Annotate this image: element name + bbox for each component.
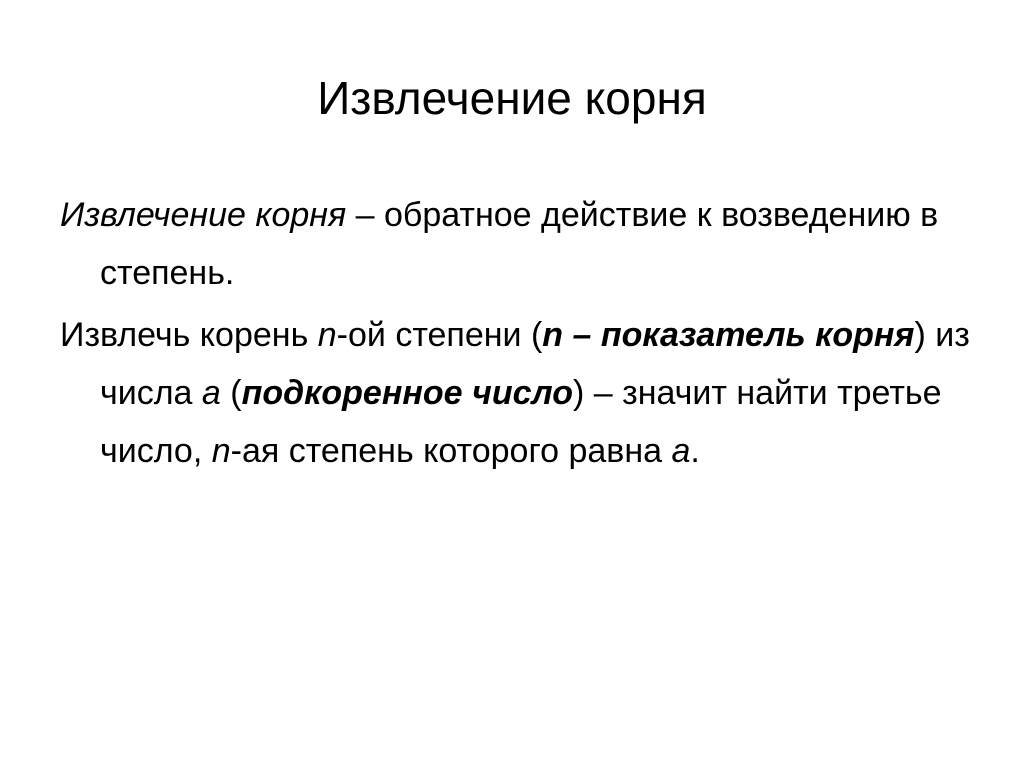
variable-a: a [671, 432, 691, 470]
variable-n: n [211, 432, 231, 470]
slide-body [60, 186, 980, 484]
text-segment: ) – значит найти третье число, [100, 374, 942, 470]
definition-text: – обратное действие к возведению в степень. [100, 196, 939, 292]
variable-a: a [201, 374, 221, 412]
term-italic: Извлечение корня [60, 196, 347, 234]
explanation-paragraph [60, 306, 980, 480]
index-term-bold: n – показатель корня [542, 316, 915, 354]
slide-title: Извлечение корня [317, 72, 707, 124]
text-segment: Извлечь корень [60, 316, 318, 354]
text-segment: -ая степень которого равна [230, 432, 672, 470]
text-segment: -ой степени ( [336, 316, 543, 354]
text-segment: . [690, 432, 700, 470]
definition-paragraph [60, 186, 980, 302]
variable-n: n [317, 316, 337, 354]
radicand-term-bold: подкоренное число [241, 374, 574, 412]
text-segment: ) из числа [100, 316, 970, 412]
text-segment: ( [220, 374, 242, 412]
